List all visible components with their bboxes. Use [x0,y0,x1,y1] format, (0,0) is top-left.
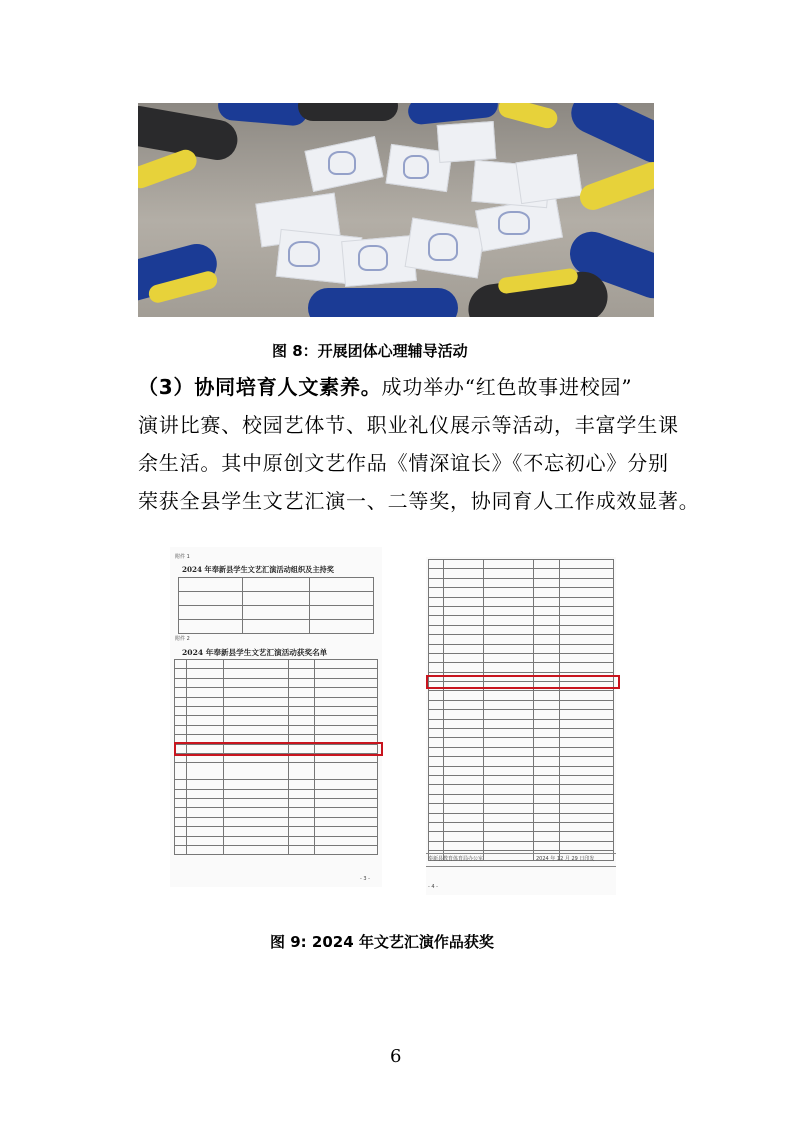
group-counseling-photo [138,103,654,317]
award-list-page-4 [426,557,616,895]
issue-date: 2024 年 12 月 29 日印发 [536,856,595,862]
issuer-office: 奉新县教育体育局办公室 [428,856,484,862]
page-number: 6 [390,1046,402,1067]
organizer-award-table [178,577,374,634]
award-list-title: 2024 年奉新县学生文艺汇演活动获奖名单 [182,648,328,657]
award-list-table-right [428,559,614,861]
organizer-award-title: 2024 年奉新县学生文艺汇演活动组织及主持奖 [182,565,334,574]
highlight-box-left [174,742,383,756]
page-mark-4: - 4 - [428,884,438,890]
paragraph-line-1: 成功举办“红色故事进校园” [381,375,633,399]
paragraph-lead: （3）协同培育人文素养。 [138,375,382,399]
figure-8-caption: 图 8：开展团体心理辅导活动 [272,342,468,360]
highlight-box-right [426,675,620,689]
culture-paragraph [138,368,700,520]
footer-rule [426,853,616,854]
award-list-page-3 [170,547,382,887]
page-mark-3: - 3 - [360,876,370,882]
paragraph-line-2: 演讲比赛、校园艺体节、职业礼仪展示等活动，丰富学生课 [138,413,679,437]
paragraph-line-3: 余生活。其中原创文艺作品《情深谊长》《不忘初心》分别 [138,451,669,475]
figure-9-caption: 图 9: 2024 年文艺汇演作品获奖 [270,933,494,951]
paragraph-line-4: 荣获全县学生文艺汇演一、二等奖，协同育人工作成效显著。 [138,489,700,513]
award-list-table-left [174,659,378,855]
attachment-1-label: 附件 1 [175,554,190,560]
attachment-2-label: 附件 2 [175,636,190,642]
footer-rule-bottom [426,866,616,867]
